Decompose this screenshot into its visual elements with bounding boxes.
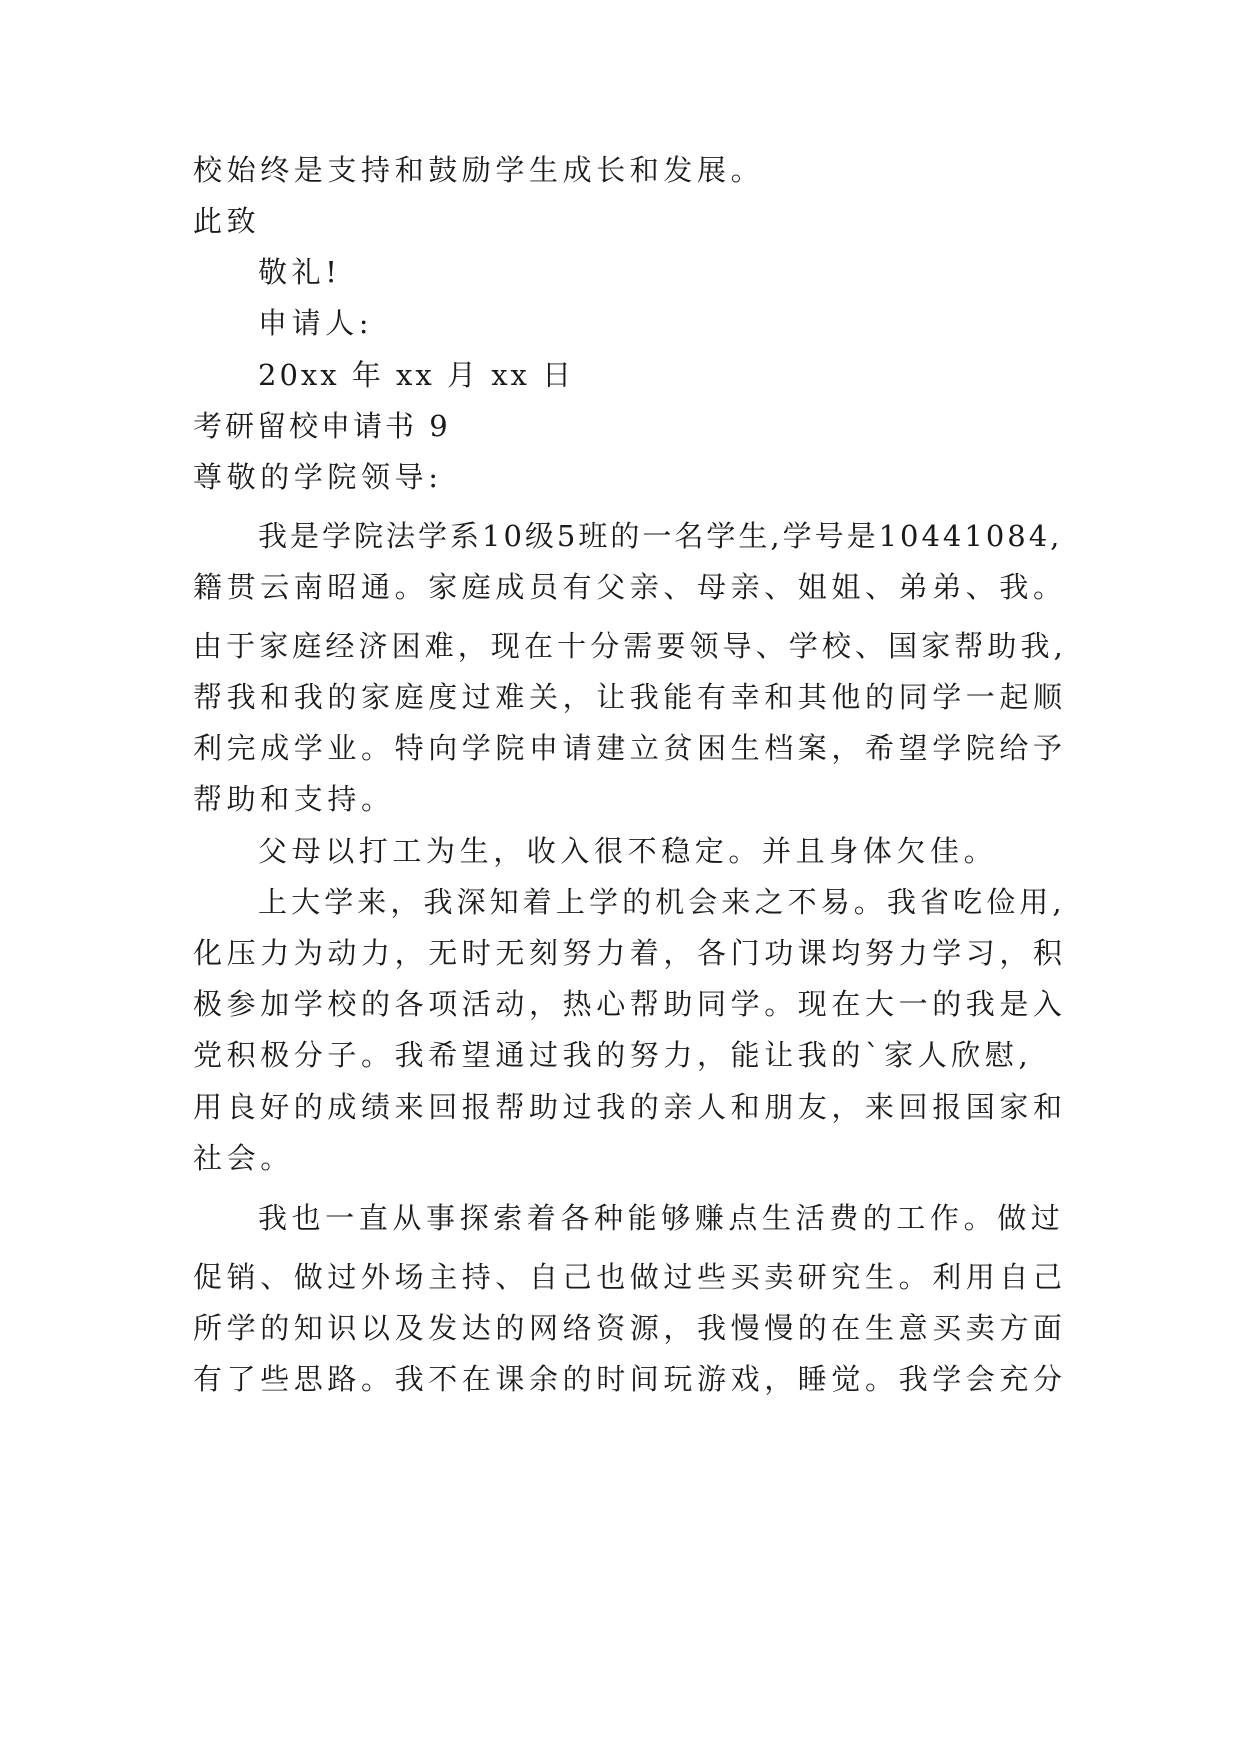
paragraph-2-line-1: 父母以打工为生，收入很不稳定。并且身体欠佳。	[258, 834, 998, 868]
paragraph-3-line-2: 化压力为动力，无时无刻努力着，各门功课均努力学习，积	[193, 936, 1067, 970]
paragraph-1-line-6: 帮助和支持。	[193, 782, 395, 816]
paragraph-3-line-3: 极参加学校的各项活动，热心帮助同学。现在大一的我是入	[193, 987, 1067, 1021]
paragraph-1-line-1: 我是学院法学系10级5班的一名学生,学号是10441084,	[258, 519, 1063, 553]
text-line-1: 校始终是支持和鼓励学生成长和发展。	[193, 153, 765, 187]
paragraph-4-line-1: 我也一直从事探索着各种能够赚点生活费的工作。做过	[258, 1201, 1065, 1235]
greeting-line: 尊敬的学院领导:	[193, 460, 443, 494]
paragraph-3-line-5: 用良好的成绩来回报帮助过我的亲人和朋友，来回报国家和	[193, 1090, 1067, 1124]
paragraph-3-line-1: 上大学来，我深知着上学的机会来之不易。我省吃俭用,	[258, 885, 1066, 919]
paragraph-3-line-4: 党积极分子。我希望通过我的努力，能让我的`家人欣慰,	[193, 1038, 1033, 1072]
paragraph-1-line-4: 帮我和我的家庭度过难关，让我能有幸和其他的同学一起顺	[193, 680, 1067, 714]
applicant-label: 申请人:	[258, 306, 374, 340]
paragraph-4-line-2: 促销、做过外场主持、自己也做过些买卖研究生。利用自己	[193, 1260, 1067, 1294]
paragraph-4-line-4: 有了些思路。我不在课余的时间玩游戏，睡觉。我学会充分	[193, 1362, 1067, 1396]
paragraph-1-line-2: 籍贯云南昭通。家庭成员有父亲、母亲、姐姐、弟弟、我。	[193, 570, 1067, 604]
date-line: 20xx 年 xx 月 xx 日	[258, 358, 575, 392]
paragraph-1-line-3: 由于家庭经济困难，现在十分需要领导、学校、国家帮助我,	[193, 629, 1067, 663]
closing-salutation: 此致	[193, 204, 261, 238]
paragraph-1-line-5: 利完成学业。特向学院申请建立贫困生档案，希望学院给予	[193, 731, 1067, 765]
section-title: 考研留校申请书 9	[193, 409, 451, 443]
paragraph-4-line-3: 所学的知识以及发达的网络资源，我慢慢的在生意买卖方面	[193, 1311, 1067, 1345]
closing-regards: 敬礼!	[258, 255, 342, 289]
paragraph-3-line-6: 社会。	[193, 1141, 294, 1175]
